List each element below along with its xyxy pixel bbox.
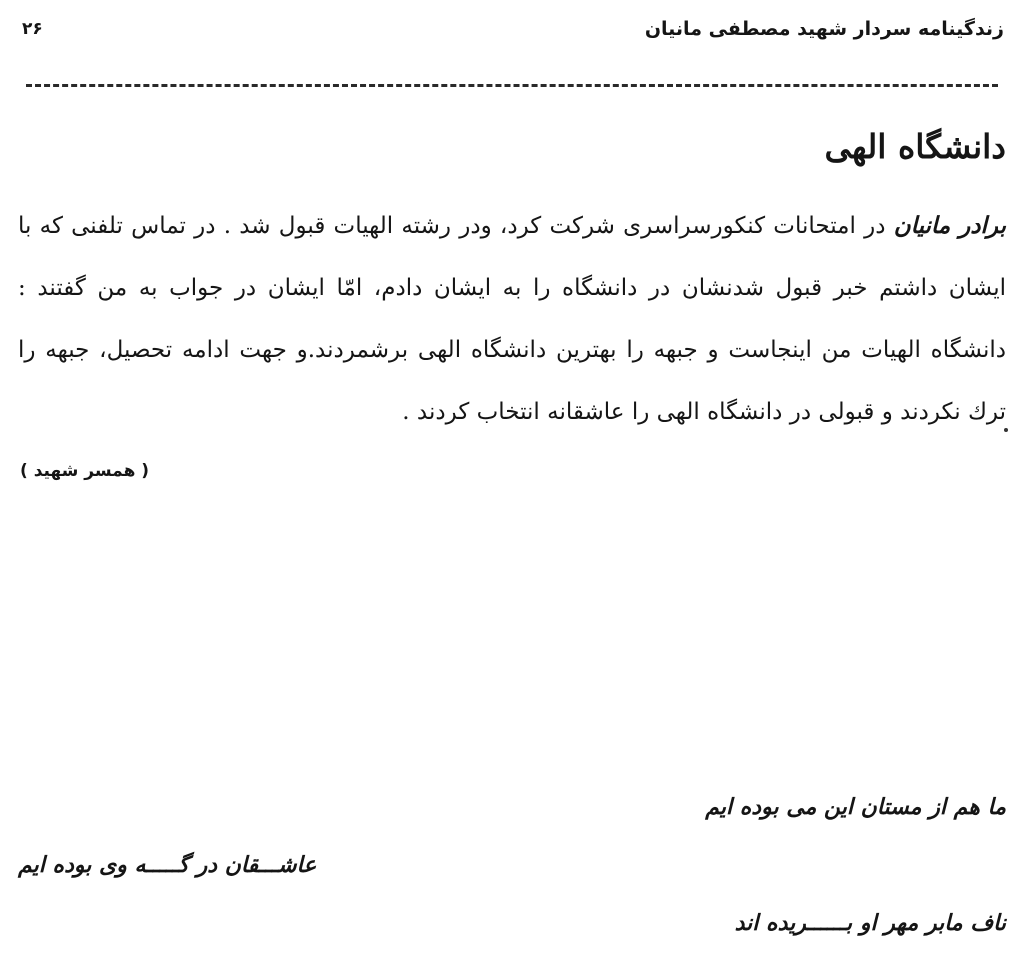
poem-line-2: عاشـــقان در گـــــه وی بوده ایم [18, 852, 317, 878]
paragraph-text: در امتحانات کنکورسراسری شرکت کرد، ودر رشته الهیات قبول شد . در تماس تلفنی که با ایشان داشتم خبر قبول شدنشان در دانشگاه را به ایشان دادم، امّا ایشان در جواب به من گفتند : دانشگاه الهیات من اینجاست و جبهه را بهترین دانشگاه الهی برشمردند.و جهت ادامه تحصیل، جبهه را ترك نکردند و قبولی در دانشگاه الهی را عاشقانه انتخاب کردند . [18, 212, 1006, 425]
header-divider [26, 84, 998, 87]
book-title: زندگینامه سردار شهید مصطفی مانیان [644, 18, 1004, 40]
body-paragraph [18, 195, 1006, 443]
attribution: ( همسر شهید ) [20, 460, 150, 481]
section-title: دانشگاه الهی [824, 127, 1006, 166]
poem-block [18, 778, 1006, 952]
page-number: ۲۶ [22, 19, 43, 39]
poem-line-3: ناف مابر مهر او بــــــریده اند [734, 910, 1006, 936]
poem-line-1: ما هم از مستان این می بوده ایم [705, 794, 1006, 820]
scan-speck [1004, 428, 1008, 432]
paragraph-lead: برادر مانیان [893, 211, 1007, 239]
page-header [18, 14, 1006, 44]
